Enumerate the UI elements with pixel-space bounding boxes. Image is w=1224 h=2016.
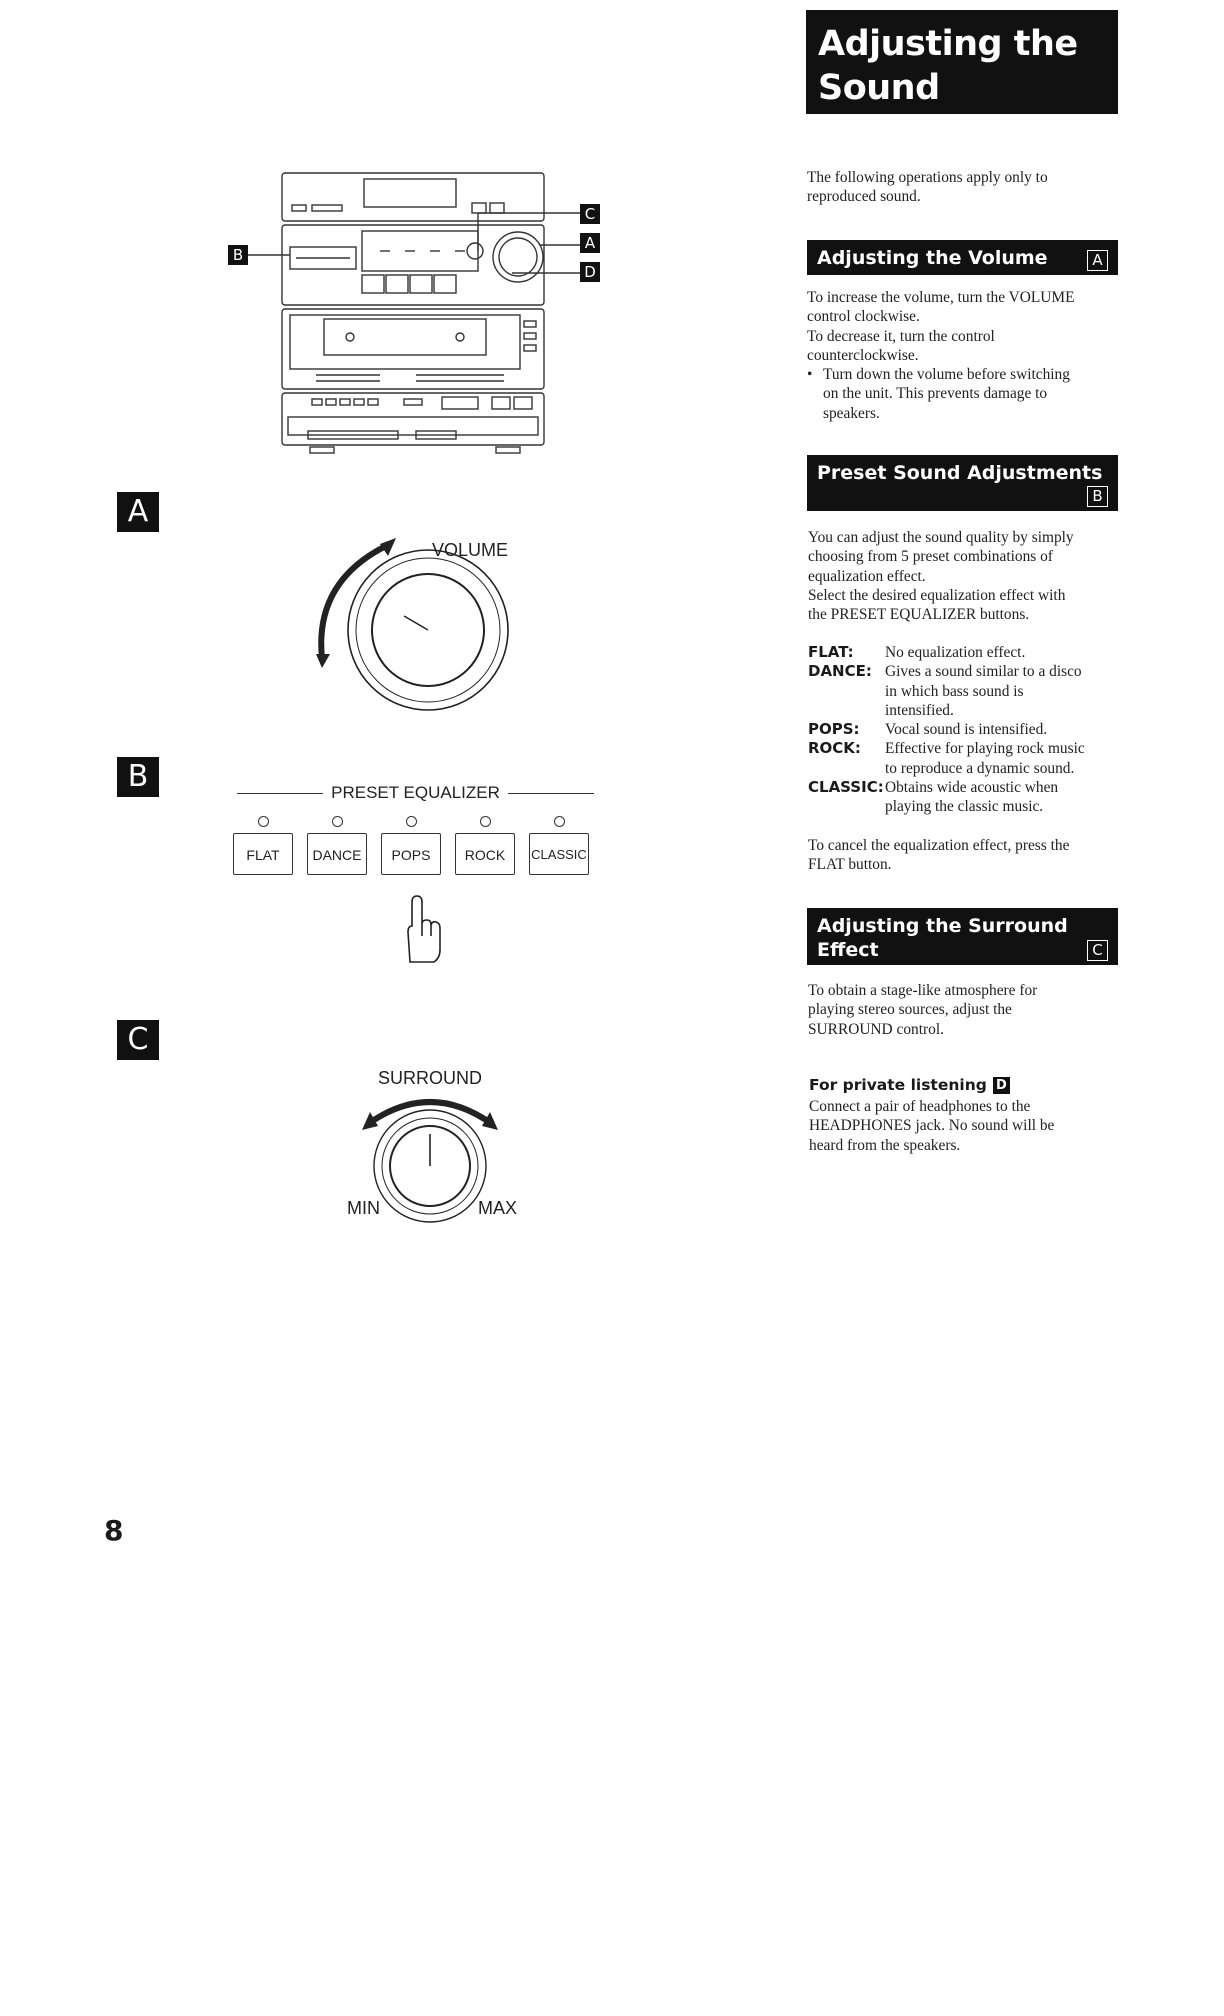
volume-body: To increase the volume, turn the VOLUME control clockwise. To decrease it, turn the control counterclockwise. • Turn down the volume before switching on the unit. This prevents damage to speakers. bbox=[807, 289, 1075, 422]
callout-c: C bbox=[580, 204, 600, 224]
callout-a: A bbox=[580, 233, 600, 253]
page-title-text: Adjusting the Sound bbox=[818, 24, 1078, 108]
surround-max-label: MAX bbox=[478, 1198, 518, 1218]
bullet-icon: • bbox=[807, 366, 813, 384]
panel-a-badge: A bbox=[117, 492, 159, 532]
volume-section-heading: Adjusting the Volume A bbox=[807, 240, 1118, 275]
preset-section-heading: Preset Sound Adjustments B bbox=[807, 455, 1118, 511]
effect-flat: FLAT: No equalization effect. bbox=[808, 643, 1026, 661]
intro-text: The following operations apply only to reproduced sound. bbox=[807, 169, 1048, 206]
callout-d: D bbox=[580, 262, 600, 282]
page-title bbox=[806, 10, 1118, 114]
preset-equalizer-title: PRESET EQUALIZER bbox=[237, 783, 594, 803]
effect-rock: ROCK: Effective for playing rock music to reproduce a dynamic sound. bbox=[808, 739, 1085, 777]
volume-label: VOLUME bbox=[432, 540, 509, 560]
dance-indicator bbox=[332, 816, 343, 827]
rock-button[interactable]: ROCK bbox=[455, 833, 515, 875]
equalizer-buttons bbox=[233, 816, 589, 875]
effect-dance: DANCE: Gives a sound similar to a disco in which bass sound is intensified. bbox=[808, 662, 1082, 719]
classic-indicator bbox=[554, 816, 565, 827]
pointing-hand-icon bbox=[398, 892, 448, 972]
flat-indicator bbox=[258, 816, 269, 827]
cancel-text: To cancel the equalization effect, press the FLAT button. bbox=[808, 837, 1070, 874]
surround-label: SURROUND bbox=[378, 1068, 483, 1088]
volume-badge: A bbox=[1087, 250, 1108, 271]
preset-badge: B bbox=[1087, 486, 1108, 507]
volume-knob-icon bbox=[300, 530, 520, 730]
private-listening-heading: For private listening D bbox=[809, 1076, 1010, 1094]
private-body: Connect a pair of headphones to the HEADPHONES jack. No sound will be heard from the speakers. bbox=[809, 1098, 1055, 1154]
flat-button[interactable]: FLAT bbox=[233, 833, 293, 875]
surround-section-heading: Adjusting the Surround Effect C bbox=[807, 908, 1118, 965]
surround-badge: C bbox=[1087, 940, 1108, 961]
effect-classic: CLASSIC: Obtains wide acoustic when playing the classic music. bbox=[808, 778, 1059, 816]
panel-c-badge: C bbox=[117, 1020, 159, 1060]
page-number: 8 bbox=[104, 1514, 124, 1547]
callout-b: B bbox=[228, 245, 248, 265]
equalizer-effects-list bbox=[808, 643, 1120, 817]
panel-b-badge: B bbox=[117, 757, 159, 797]
stereo-unit-illustration bbox=[220, 165, 620, 465]
surround-min-label: MIN bbox=[347, 1198, 380, 1218]
surround-body: To obtain a stage-like atmosphere for playing stereo sources, adjust the SURROUND control. bbox=[808, 982, 1038, 1038]
pops-indicator bbox=[406, 816, 417, 827]
dance-button[interactable]: DANCE bbox=[307, 833, 367, 875]
rock-indicator bbox=[480, 816, 491, 827]
classic-button[interactable]: CLASSIC bbox=[529, 833, 589, 875]
effect-pops: POPS: Vocal sound is intensified. bbox=[808, 720, 1048, 739]
pops-button[interactable]: POPS bbox=[381, 833, 441, 875]
preset-body: You can adjust the sound quality by simply choosing from 5 preset combinations of equalization effect. Select the desired equalization effect with the PRESET EQUALIZER buttons. bbox=[808, 529, 1074, 624]
private-badge: D bbox=[993, 1077, 1010, 1094]
